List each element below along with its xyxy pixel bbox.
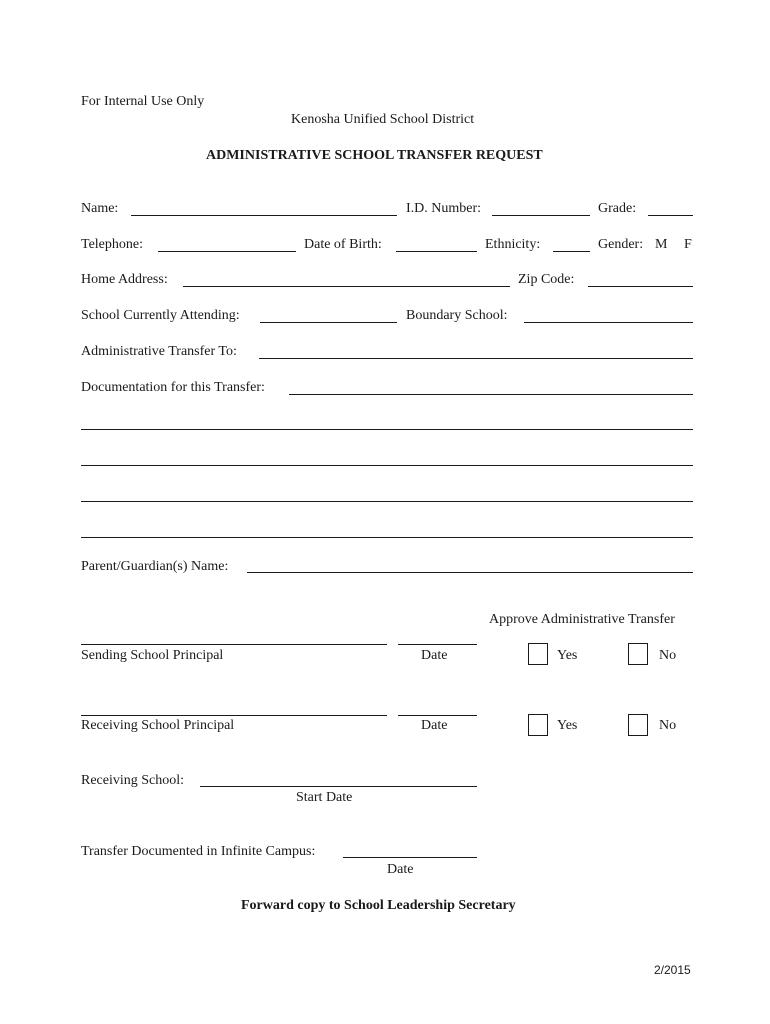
start-date-label: Start Date [296,790,353,805]
boundary-school-label: Boundary School: [406,308,508,323]
id-number-field[interactable] [492,215,590,216]
receiving-school-field[interactable] [200,786,477,787]
infinite-campus-date-label: Date [387,862,414,877]
sending-no-checkbox[interactable] [628,643,648,665]
receiving-principal-date-field[interactable] [398,715,477,716]
infinite-campus-label: Transfer Documented in Infinite Campus: [81,844,316,859]
sending-principal-signature-field[interactable] [81,644,387,645]
parent-guardian-field[interactable] [247,572,693,573]
documentation-line[interactable] [81,429,693,430]
receiving-school-label: Receiving School: [81,773,185,788]
zip-code-field[interactable] [588,286,693,287]
telephone-label: Telephone: [81,237,143,252]
ethnicity-field[interactable] [553,251,590,252]
sending-yes-checkbox[interactable] [528,643,548,665]
school-currently-attending-field[interactable] [260,322,397,323]
receiving-principal-signature-field[interactable] [81,715,387,716]
grade-field[interactable] [648,215,693,216]
receiving-yes-label: Yes [557,718,578,733]
district-name: Kenosha Unified School District [291,112,475,127]
documentation-label: Documentation for this Transfer: [81,380,265,395]
sending-yes-label: Yes [557,648,578,663]
name-field[interactable] [131,215,397,216]
sending-no-label: No [659,648,677,663]
home-address-field[interactable] [183,286,510,287]
date-of-birth-label: Date of Birth: [304,237,382,252]
documentation-field[interactable] [289,394,693,395]
date-of-birth-field[interactable] [396,251,477,252]
sending-principal-date-field[interactable] [398,644,477,645]
documentation-line[interactable] [81,465,693,466]
transfer-to-label: Administrative Transfer To: [81,344,237,359]
boundary-school-field[interactable] [524,322,693,323]
receiving-principal-label: Receiving School Principal [81,718,235,733]
documentation-line[interactable] [81,537,693,538]
gender-option-m[interactable]: M [655,237,668,252]
infinite-campus-date-field[interactable] [343,857,477,858]
zip-code-label: Zip Code: [518,272,575,287]
gender-option-f[interactable]: F [684,237,692,252]
sending-principal-date-label: Date [421,648,448,663]
home-address-label: Home Address: [81,272,168,287]
receiving-no-checkbox[interactable] [628,714,648,736]
forward-copy-note: Forward copy to School Leadership Secretary [241,898,516,913]
school-currently-attending-label: School Currently Attending: [81,308,240,323]
approve-transfer-heading: Approve Administrative Transfer [489,612,675,627]
form-title: ADMINISTRATIVE SCHOOL TRANSFER REQUEST [206,148,543,163]
telephone-field[interactable] [158,251,296,252]
gender-label: Gender: [598,237,644,252]
revision-date: 2/2015 [654,963,691,977]
name-label: Name: [81,201,119,216]
sending-principal-label: Sending School Principal [81,648,224,663]
receiving-principal-date-label: Date [421,718,448,733]
id-number-label: I.D. Number: [406,201,482,216]
internal-use-label: For Internal Use Only [81,94,205,109]
parent-guardian-label: Parent/Guardian(s) Name: [81,559,229,574]
grade-label: Grade: [598,201,637,216]
receiving-yes-checkbox[interactable] [528,714,548,736]
ethnicity-label: Ethnicity: [485,237,541,252]
documentation-line[interactable] [81,501,693,502]
transfer-to-field[interactable] [259,358,693,359]
receiving-no-label: No [659,718,677,733]
